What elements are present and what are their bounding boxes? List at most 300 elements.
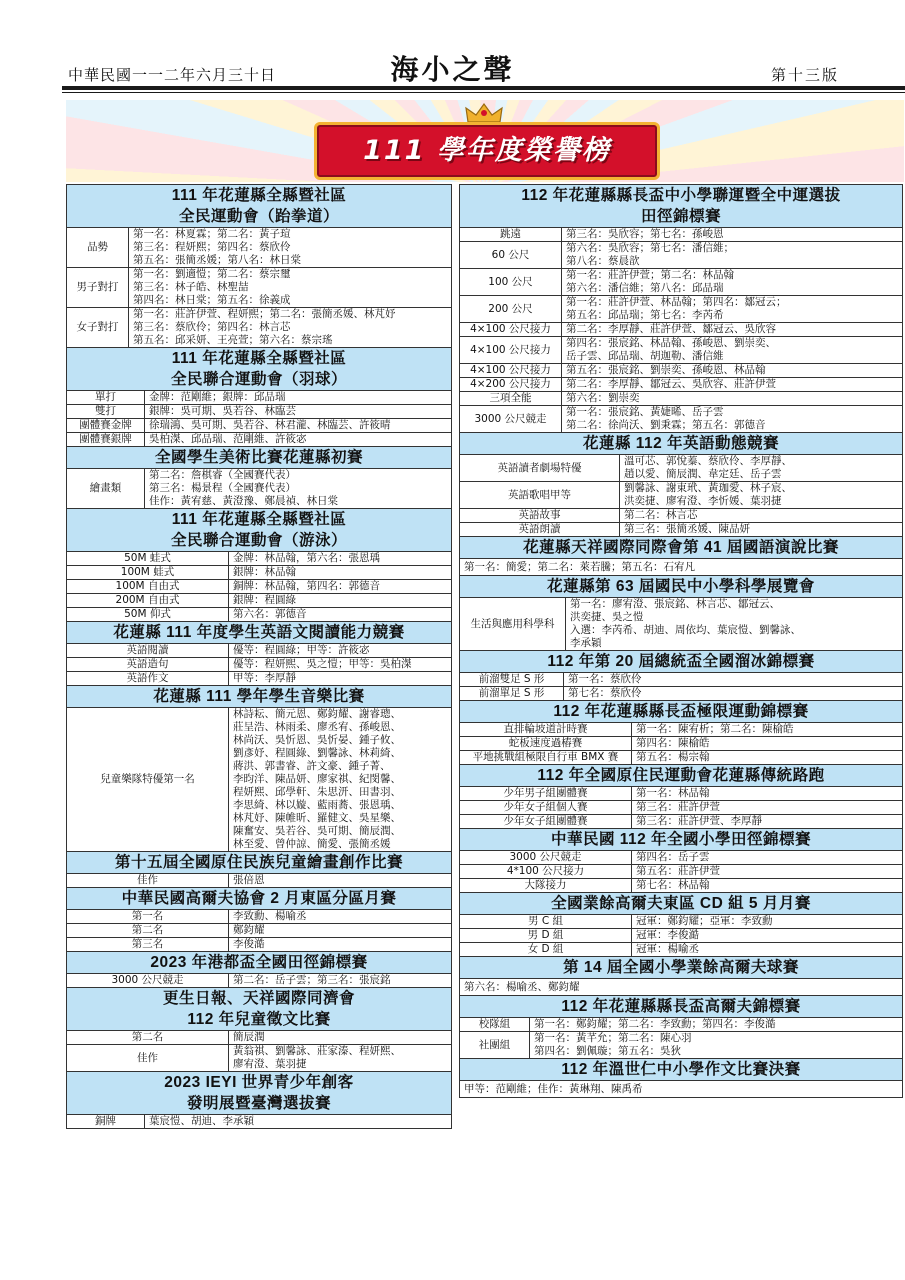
event-label: 團體賽銀牌: [67, 433, 145, 447]
winner-line: 第一名：黃芊允；第二名：陳心羽: [534, 1032, 692, 1044]
award-table: [459, 851, 903, 893]
award-table: [66, 228, 452, 348]
event-label: 三項全能: [460, 392, 562, 406]
event-label: 50M 仰式: [67, 608, 229, 622]
award-row: [460, 337, 903, 364]
event-label: 少年女子組團體賽: [460, 815, 632, 829]
section-title: [459, 829, 903, 851]
winner-line: 第二名：李厚靜、莊許伊萱、鄒冠云、吳欣容: [566, 323, 776, 335]
winner-line: 林芃妤、陳帷昕、羅健文、吳星樂、: [233, 812, 401, 824]
winners: [632, 865, 903, 879]
award-row: [460, 815, 903, 829]
winners: [632, 879, 903, 893]
winner-line: 李致勳、楊喻丞: [233, 910, 307, 922]
award-row: [67, 974, 452, 988]
section-title-line: 全民聯合運動會（游泳）: [170, 532, 347, 549]
winner-line: 張倍恩: [233, 874, 265, 886]
award-row: [460, 242, 903, 269]
winners: [229, 594, 452, 608]
winner-line: 李昀洋、陳品妍、廖家祺、紀閔馨、: [233, 773, 401, 785]
award-table: [459, 787, 903, 829]
award-row: [460, 915, 903, 929]
winners: [229, 1031, 452, 1045]
section-title-line: 田徑錦標賽: [640, 208, 721, 225]
winner-line: 蔣洪、郭書睿、許文豪、鍾子菁、: [233, 760, 391, 772]
winners: [229, 1045, 452, 1072]
award-row: [67, 566, 452, 580]
section-text: 第六名：楊喻丞、鄭鈞耀: [459, 979, 903, 996]
event-label: 英語作文: [67, 672, 229, 686]
winner-line: 第三名：莊許伊萱: [636, 801, 720, 813]
award-table: [66, 974, 452, 988]
section-title: [459, 996, 903, 1018]
section-title-line: 112 年第 20 屆總統盃全國溜冰錦標賽: [547, 653, 815, 670]
section-title: [459, 701, 903, 723]
winner-line: 銀牌：林品翰: [233, 566, 296, 578]
winner-line: 陳奮安、吳若谷、吳可期、簡辰潤、: [233, 825, 401, 837]
winner-line: 趙以愛、簡辰潤、韋定廷、岳子雲: [624, 468, 782, 480]
winner-line: 銀牌：程圓綠: [233, 594, 296, 606]
event-label: 前溜雙足 S 形: [460, 673, 564, 687]
section-title-line: 112 年花蓮縣縣長盃中小學聯運暨全中運選拔: [521, 187, 841, 204]
winner-line: 李承穎: [570, 637, 602, 649]
event-label: 第二名: [67, 924, 229, 938]
event-label: 第三名: [67, 938, 229, 952]
award-row: [67, 469, 452, 509]
event-label: 校隊組: [460, 1018, 530, 1032]
winner-line: 金牌：范剛維；銀牌：邱品瑞: [149, 391, 286, 403]
event-label: 4×100 公尺接力: [460, 337, 562, 364]
winner-line: 優等：程圓綠；甲等：許筱宓: [233, 644, 370, 656]
winners: [129, 268, 452, 308]
winner-line: 洪奕捷、廖宥澄、李忻媛、葉羽捷: [624, 495, 782, 507]
winners: [632, 815, 903, 829]
winners: [530, 1018, 903, 1032]
winner-line: 冠軍：楊喻丞: [636, 943, 699, 955]
section-title-line: 112 年花蓮縣縣長盃極限運動錦標賽: [553, 703, 809, 720]
winner-line: 第四名：劉佩璇；第五名：吳狄: [534, 1045, 681, 1057]
banner-title: 111 學年度榮譽榜: [363, 135, 611, 166]
award-row: [67, 910, 452, 924]
section-title-line: 2023 年港都盃全國田徑錦標賽: [150, 954, 368, 971]
section-title-line: 第十五屆全國原住民族兒童繪畫創作比賽: [114, 854, 403, 871]
winners: [229, 874, 452, 888]
section-title: [66, 952, 452, 974]
award-row: [67, 228, 452, 268]
winner-line: 第一名：莊許伊萱；第二名：林品翰: [566, 269, 734, 281]
award-row: [67, 391, 452, 405]
winner-line: 劉彥妤、程圓綠、劉馨詠、林莉綺、: [233, 747, 401, 759]
event-label: 英語閱讀: [67, 644, 229, 658]
winners: [129, 228, 452, 268]
award-table: [459, 673, 903, 701]
event-label: 第二名: [67, 1031, 229, 1045]
section-title: [66, 509, 452, 552]
winners: [562, 364, 903, 378]
winner-line: 第五名：邱品瑞；第七名：李芮希: [566, 309, 724, 321]
header-rule: [62, 86, 905, 90]
award-table: [459, 598, 903, 651]
winner-line: 第六名：郭德音: [233, 608, 307, 620]
award-table: [66, 1031, 452, 1072]
section-title: [66, 888, 452, 910]
section-title-line: 花蓮縣 111 學年學生音樂比賽: [153, 688, 365, 705]
right-column: [459, 184, 903, 1098]
award-row: [460, 482, 903, 509]
event-label: 直排輪坡道計時賽: [460, 723, 632, 737]
event-label: 4*100 公尺接力: [460, 865, 632, 879]
winner-line: 優等：程妍熙、吳之愷；甲等：吳柏滐: [233, 658, 412, 670]
event-label: 雙打: [67, 405, 145, 419]
award-row: [460, 1032, 903, 1059]
event-label: 100 公尺: [460, 269, 562, 296]
award-row: [460, 323, 903, 337]
section-title-line: 更生日報、天祥國際同濟會: [162, 990, 355, 1007]
event-label: 4×100 公尺接力: [460, 323, 562, 337]
section-title-line: 111 年花蓮縣全縣暨社區: [171, 511, 347, 528]
winner-line: 第七名：林品翰: [636, 879, 710, 891]
section-title: [459, 893, 903, 915]
event-label: 銅牌: [67, 1115, 145, 1129]
winner-line: 第二名：林言芯: [624, 509, 698, 521]
honor-roll-banner: [66, 100, 904, 182]
winner-line: 洪奕捷、吳之愷: [570, 611, 644, 623]
event-label: 跳遠: [460, 228, 562, 242]
winner-line: 第二名：詹棋睿（全國賽代表）: [149, 469, 296, 481]
winner-line: 李思綺、林以嫙、藍雨蕎、張恩瑀、: [233, 799, 401, 811]
section-text: 甲等：范剛維；佳作：黃琳翔、陳禹希: [459, 1081, 903, 1098]
section-title: [66, 852, 452, 874]
event-label: 英語故事: [460, 509, 620, 523]
winners: [632, 801, 903, 815]
winner-line: 程妍熙、邱學軒、朱思汧、田書羽、: [233, 786, 401, 798]
winners: [145, 469, 452, 509]
event-label: 佳作: [67, 1045, 229, 1072]
winners: [632, 851, 903, 865]
winner-line: 第四名：岳子雲: [636, 851, 710, 863]
award-row: [460, 801, 903, 815]
event-label: 前溜單足 S 形: [460, 687, 564, 701]
event-label: 男 D 組: [460, 929, 632, 943]
award-table: [66, 1115, 452, 1129]
award-table: [459, 455, 903, 537]
award-table: [66, 644, 452, 686]
event-label: 少年男子組團體賽: [460, 787, 632, 801]
section-title: [66, 447, 452, 469]
winners: [229, 644, 452, 658]
section-title-line: 全民聯合運動會（羽球）: [170, 371, 347, 388]
section-title-line: 112 年溫世仁中小學作文比賽決賽: [561, 1061, 801, 1078]
section-title-line: 112 年花蓮縣縣長盃高爾夫錦標賽: [561, 998, 801, 1015]
winner-line: 第五名：楊宗翰: [636, 751, 710, 763]
award-row: [67, 268, 452, 308]
award-row: [67, 658, 452, 672]
event-label: 50M 蛙式: [67, 552, 229, 566]
winners: [229, 658, 452, 672]
award-row: [460, 865, 903, 879]
winner-line: 第四名：陳榆皓: [636, 737, 710, 749]
winners: [562, 323, 903, 337]
section-title: [459, 576, 903, 598]
award-table: [66, 391, 452, 447]
winners: [562, 242, 903, 269]
winners: [564, 673, 903, 687]
winner-line: 冠軍：李俊澔: [636, 929, 699, 941]
winner-line: 第五名：莊許伊萱: [636, 865, 720, 877]
winners: [229, 552, 452, 566]
event-label: 繪畫類: [67, 469, 145, 509]
winners: [620, 509, 903, 523]
event-label: 蛇板速度過樁賽: [460, 737, 632, 751]
winner-line: 第三名：林子皓、林聖喆: [133, 281, 249, 293]
winners: [562, 406, 903, 433]
winner-line: 第三名：程妍熙；第四名：蔡欣伶: [133, 241, 291, 253]
winner-line: 第一名：莊許伊萱、林品翰；第四名：鄒冠云；: [566, 296, 787, 308]
event-label: 佳作: [67, 874, 229, 888]
section-title: [459, 651, 903, 673]
award-row: [460, 1018, 903, 1032]
award-row: [67, 1115, 452, 1129]
event-label: 3000 公尺競走: [460, 851, 632, 865]
winner-line: 第六名：劉崇奕: [566, 392, 640, 404]
winner-line: 第一名：劉適愷；第二名：蔡宗璽: [133, 268, 291, 280]
winners: [229, 672, 452, 686]
award-table: [66, 910, 452, 952]
winners: [632, 787, 903, 801]
section-title-line: 全國學生美術比賽花蓮縣初賽: [154, 449, 363, 466]
award-row: [460, 943, 903, 957]
section-title-line: 中華民國高爾夫協會 2 月東區分區月賽: [121, 890, 397, 907]
winner-line: 銅牌：林品翰，第四名：郭德音: [233, 580, 380, 592]
winners: [530, 1032, 903, 1059]
section-title-line: 花蓮縣天祥國際同際會第 41 屆國語演說比賽: [523, 539, 839, 556]
issue-date: 中華民國一一二年六月三十日: [68, 66, 277, 84]
award-row: [67, 608, 452, 622]
winners: [562, 228, 903, 242]
award-row: [460, 929, 903, 943]
winner-line: 劉馨詠、謝東玳、黃珈愛、林子宸、: [624, 482, 792, 494]
event-label: 平地挑戰組極限自行車 BMX 賽: [460, 751, 632, 765]
winners: [562, 378, 903, 392]
event-label: 3000 公尺競走: [67, 974, 229, 988]
event-label: 100M 蛙式: [67, 566, 229, 580]
event-label: 團體賽金牌: [67, 419, 145, 433]
award-row: [67, 672, 452, 686]
winners: [562, 296, 903, 323]
winner-line: 林尚沃、吳忻恩、吳忻晏、鍾子攸、: [233, 734, 401, 746]
winner-line: 第三名：張簡丞媛、陳品妍: [624, 523, 750, 535]
winner-line: 葉宸愷、胡迪、李承穎: [149, 1115, 254, 1127]
winner-line: 第一名：陳宥析；第二名：陳榆皓: [636, 723, 794, 735]
winners: [129, 308, 452, 348]
newspaper-title: 海小之聲: [390, 53, 515, 86]
event-label: 3000 公尺競走: [460, 406, 562, 433]
winner-line: 佳作：黃宥慈、黃澄豫、鄭晨禎、林日棠: [149, 495, 338, 507]
award-row: [67, 644, 452, 658]
section-title-line: 全民運動會（跆拳道）: [178, 208, 339, 225]
winners: [229, 580, 452, 594]
winner-line: 廖宥澄、葉羽捷: [233, 1058, 307, 1070]
winner-line: 冠軍：鄭鈞耀；亞軍：李致勳: [636, 915, 773, 927]
left-column: [66, 184, 452, 1129]
winners: [566, 598, 903, 651]
winner-line: 鄭鈞耀: [233, 924, 265, 936]
section-title-line: 花蓮縣 111 年度學生英語文閱讀能力競賽: [113, 624, 405, 641]
winners: [229, 924, 452, 938]
event-label: 4×200 公尺接力: [460, 378, 562, 392]
award-row: [460, 598, 903, 651]
award-row: [67, 1031, 452, 1045]
award-table: [66, 469, 452, 509]
award-table: [459, 915, 903, 957]
winner-line: 李俊澔: [233, 938, 265, 950]
section-title-line: 花蓮縣 112 年英語動態競賽: [582, 435, 780, 452]
section-title: [66, 686, 452, 708]
section-title-line: 111 年花蓮縣全縣暨社區: [171, 350, 347, 367]
award-row: [67, 405, 452, 419]
winner-line: 岳子雲、邱品瑞、胡迦勒、潘信維: [566, 350, 724, 362]
winner-line: 第一名：鄭鈞耀；第二名：李致勳；第四名：李俊澔: [534, 1018, 776, 1030]
winners: [229, 910, 452, 924]
winner-line: 第一名：廖宥澄、張宸銘、林言芯、鄒冠云、: [570, 598, 780, 610]
event-label: 200M 自由式: [67, 594, 229, 608]
section-title-line: 全國業餘高爾夫東區 CD 組 5 月月賽: [551, 895, 811, 912]
award-row: [460, 455, 903, 482]
winner-line: 黃翁祺、劉馨詠、莊家溱、程妍熙、: [233, 1045, 401, 1057]
winners: [229, 974, 452, 988]
winner-line: 徐瑞鴻、吳可期、吳若谷、林君瀧、林臨芸、許筱晴: [149, 419, 391, 431]
winners: [145, 419, 452, 433]
winner-line: 第五名：張宸銘、劉崇奕、孫峻恩、林品翰: [566, 364, 766, 376]
award-row: [67, 433, 452, 447]
award-table: [66, 552, 452, 622]
award-row: [460, 737, 903, 751]
award-table: [66, 874, 452, 888]
winner-line: 金牌：林品翰，第六名：張恩瑀: [233, 552, 380, 564]
winners: [229, 608, 452, 622]
section-title: [459, 433, 903, 455]
award-row: [460, 406, 903, 433]
award-row: [67, 1045, 452, 1072]
winner-line: 第二名：岳子雲；第三名：張宸銘: [233, 974, 391, 986]
section-title-line: 2023 IEYI 世界青少年創客: [164, 1074, 354, 1091]
winner-line: 銀牌：吳可期、吳若谷、林臨芸: [149, 405, 296, 417]
winner-line: 第八名：蔡晨歆: [566, 255, 640, 267]
section-title: [459, 1059, 903, 1081]
section-title-line: 112 年全國原住民運動會花蓮縣傳統路跑: [537, 767, 825, 784]
award-row: [460, 228, 903, 242]
event-label: 4×100 公尺接力: [460, 364, 562, 378]
section-title-line: 第 14 屆全國小學業餘高爾夫球賽: [563, 959, 799, 976]
winner-line: 第六名：潘信維；第八名：邱品瑞: [566, 282, 724, 294]
winner-line: 第四名：林日棠；第五名：徐義成: [133, 294, 291, 306]
award-row: [460, 687, 903, 701]
section-title-line: 中華民國 112 年全國小學田徑錦標賽: [550, 831, 812, 848]
section-title-line: 花蓮縣第 63 屆國民中小學科學展覽會: [547, 578, 815, 595]
event-label: 女 D 組: [460, 943, 632, 957]
winners: [632, 737, 903, 751]
section-title-line: 111 年花蓮縣全縣暨社區: [171, 187, 347, 204]
award-table: [66, 708, 452, 852]
winner-line: 第一名：林品翰: [636, 787, 710, 799]
winner-line: 林詩耘、簡元恩、鄭鈞耀、謝睿璁、: [233, 708, 401, 720]
winners: [145, 405, 452, 419]
section-title: [459, 184, 903, 228]
winner-line: 林至愛、曾仲諒、簡愛、張簡丞媛: [233, 838, 391, 850]
winner-line: 第五名：邱采妍、王亮萱；第六名：蔡宗瑤: [133, 334, 333, 346]
winners: [562, 392, 903, 406]
award-row: [460, 523, 903, 537]
section-title: [66, 622, 452, 644]
winners: [632, 723, 903, 737]
winner-line: 第四名：張宸銘、林品翰、孫峻恩、劉崇奕、: [566, 337, 776, 349]
award-row: [460, 751, 903, 765]
winner-line: 第一名：張宸銘、黃婕晞、岳子雲: [566, 406, 724, 418]
section-title-line: 112 年兒童徵文比賽: [187, 1011, 331, 1028]
event-label: 60 公尺: [460, 242, 562, 269]
winner-line: 第三名：莊許伊萱、李厚靜: [636, 815, 762, 827]
award-row: [460, 723, 903, 737]
winners: [620, 523, 903, 537]
award-row: [67, 308, 452, 348]
award-row: [67, 708, 452, 852]
crown-icon: [464, 102, 504, 124]
award-row: [460, 509, 903, 523]
winner-line: 甲等：李厚靜: [233, 672, 296, 684]
winner-line: 溫可芯、郭悅蓁、蔡欣伶、李厚靜、: [624, 455, 792, 467]
award-table: [459, 228, 903, 433]
event-label: 英語造句: [67, 658, 229, 672]
section-title: [459, 537, 903, 559]
event-label: 第一名: [67, 910, 229, 924]
winner-line: 第一名：蔡欣伶: [568, 673, 642, 685]
award-row: [67, 594, 452, 608]
winners: [145, 391, 452, 405]
event-label: 兒童樂隊特優第一名: [67, 708, 229, 852]
winners: [562, 269, 903, 296]
page-number: 第十三版: [770, 66, 839, 84]
winner-line: 第六名：吳欣容；第七名：潘信維；: [566, 242, 734, 254]
section-title: [459, 957, 903, 979]
winner-line: 第三名：吳欣容；第七名：孫峻恩: [566, 228, 724, 240]
event-label: 200 公尺: [460, 296, 562, 323]
event-label: 品勢: [67, 228, 129, 268]
winner-line: 吳柏滐、邱品瑞、范剛維、許筱宓: [149, 433, 307, 445]
event-label: 男 C 組: [460, 915, 632, 929]
award-row: [67, 938, 452, 952]
award-row: [67, 419, 452, 433]
section-title: [66, 988, 452, 1031]
event-label: 英語朗讀: [460, 523, 620, 537]
section-title: [66, 1072, 452, 1115]
winner-line: 第二名：李厚靜、鄒冠云、吳欣容、莊許伊萱: [566, 378, 776, 390]
winner-line: 簡辰潤: [233, 1031, 265, 1043]
section-title: [66, 184, 452, 228]
winners: [229, 938, 452, 952]
award-row: [460, 392, 903, 406]
award-row: [460, 364, 903, 378]
winner-line: 入選：李芮希、胡迪、周依均、葉宸愷、劉馨詠、: [570, 624, 801, 636]
award-row: [460, 296, 903, 323]
award-row: [67, 924, 452, 938]
winner-line: 第七名：蔡欣伶: [568, 687, 642, 699]
winners: [229, 566, 452, 580]
winner-line: 第一名：林夏霖；第二名：黃子瑄: [133, 228, 291, 240]
winners: [229, 708, 452, 852]
section-title: [66, 348, 452, 391]
award-row: [460, 787, 903, 801]
event-label: 英語歌唱甲等: [460, 482, 620, 509]
